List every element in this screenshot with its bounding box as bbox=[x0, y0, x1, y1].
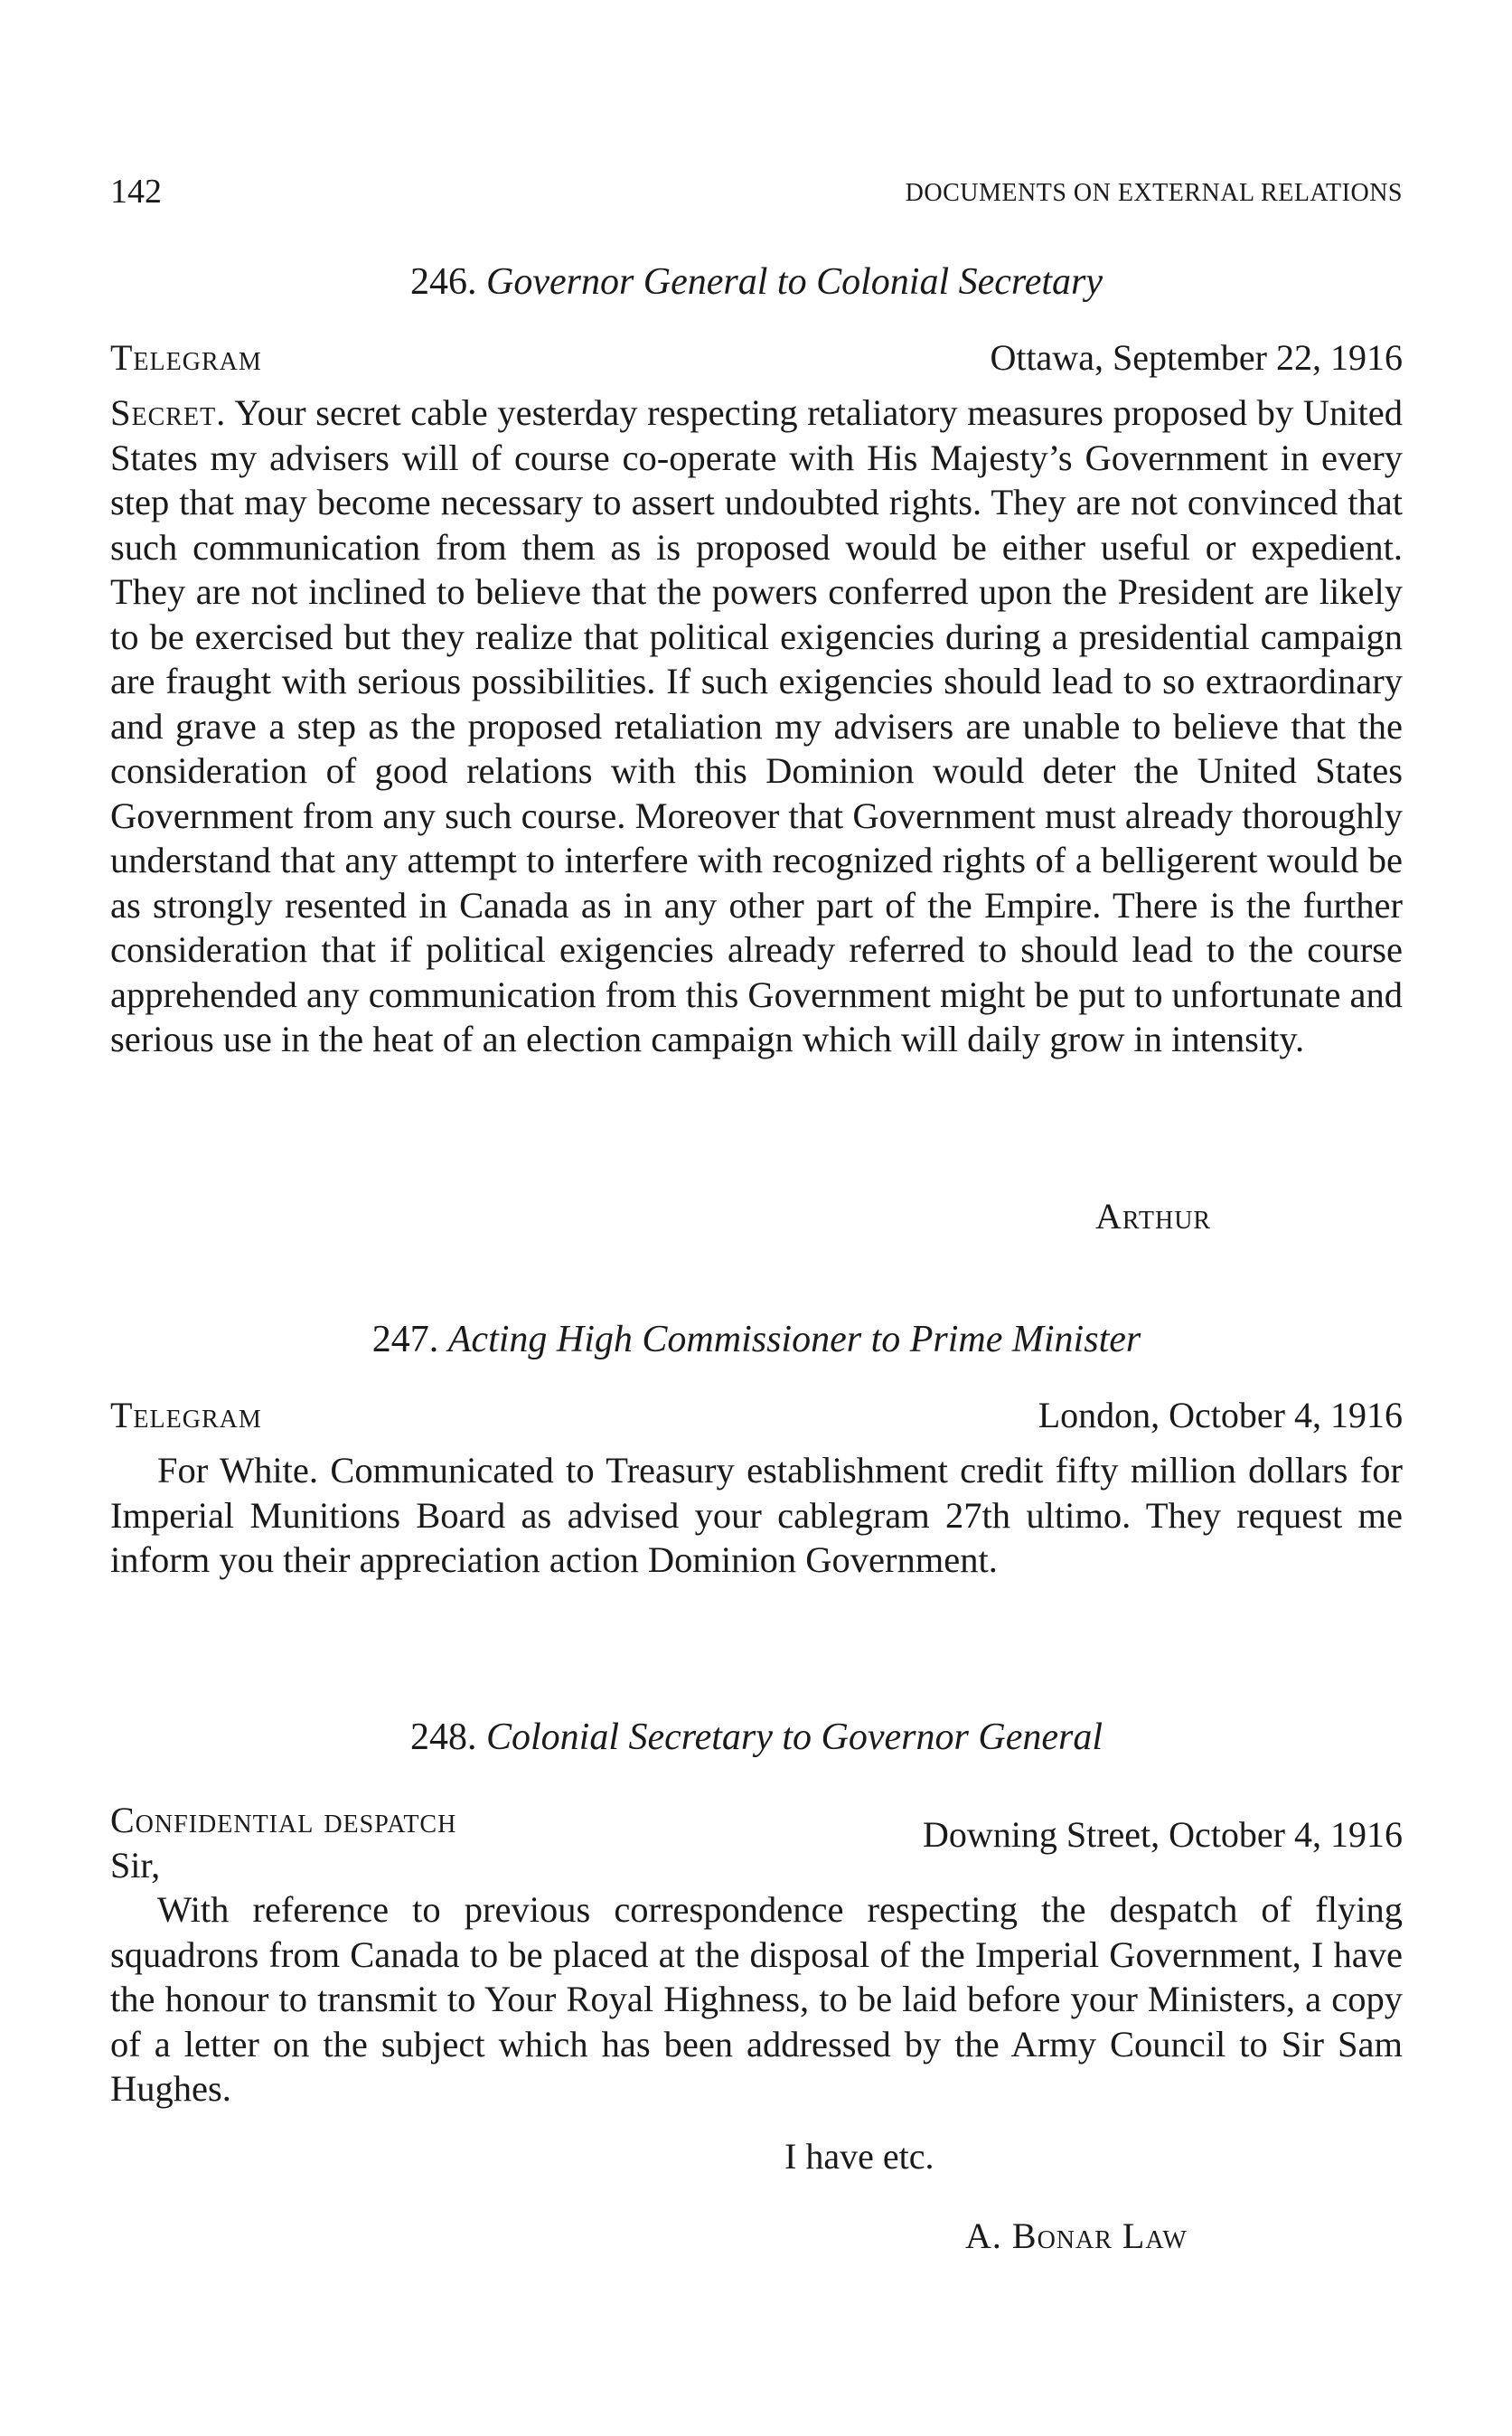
doc-248-title: Colonial Secretary to Governor General bbox=[486, 1716, 1103, 1758]
doc-246-heading bbox=[110, 260, 1403, 304]
doc-248-heading bbox=[110, 1716, 1403, 1759]
doc-247-number: 247. bbox=[371, 1319, 439, 1360]
doc-248-type: Confidential despatch bbox=[110, 1800, 457, 1840]
doc-246-body bbox=[110, 390, 1403, 1062]
doc-246-lead: Secret. bbox=[110, 392, 227, 433]
doc-248-closing: I have etc. bbox=[784, 2136, 934, 2177]
doc-247-heading bbox=[110, 1318, 1403, 1361]
page-number: 142 bbox=[110, 173, 162, 211]
doc-248-dateline: Downing Street, October 4, 1916 bbox=[922, 1814, 1403, 1855]
doc-246-dateline: Ottawa, September 22, 1916 bbox=[990, 337, 1403, 378]
doc-248-salutation: Sir, bbox=[110, 1845, 161, 1886]
running-head bbox=[110, 172, 1403, 217]
doc-246-text: Your secret cable yesterday respecting retaliatory measures proposed by United States my advisers will of course co-operate with His Majesty’s Government in every step that may become necessary to assert undoubted rights. They are not convinced that such communication from them as is proposed would be either useful or expedient. They are not inclined to believe that the powers conferred upon the President are likely to be exercised but they realize that political exigencies during a presidential campaign are fraught with serious possibilities. If such exigencies should lead to so extraordinary and grave a step as the proposed retaliation my advisers are unable to believe that the consideration of good relations with this Dominion would deter the United States Government from any such course. Moreover that Government must already thoroughly understand that any attempt to interfere with recognized rights of a belligerent would be as strongly resented in Canada as in any other part of the Empire. There is the further consideration that if political exigencies already referred to should lead to the course apprehended any communication from this Government might be put to unfortunate and serious use in the heat of an election campaign which will daily grow in intensity. bbox=[110, 392, 1403, 1059]
doc-247-title: Acting High Commissioner to Prime Minister bbox=[447, 1319, 1141, 1360]
doc-246-type: Telegram bbox=[110, 337, 262, 378]
doc-248-signature: A. Bonar Law bbox=[965, 2215, 1188, 2256]
document-page bbox=[110, 0, 1403, 2436]
doc-248-meta bbox=[110, 1799, 1403, 1855]
doc-246-title: Governor General to Colonial Secretary bbox=[486, 261, 1103, 303]
running-title: DOCUMENTS ON EXTERNAL RELATIONS bbox=[905, 179, 1403, 207]
doc-246-signature: Arthur bbox=[1095, 1196, 1212, 1237]
doc-248-number: 248. bbox=[410, 1716, 477, 1758]
doc-246-meta bbox=[110, 336, 1403, 383]
doc-248-body: With reference to previous correspondence respecting the despatch of flying squadrons from Canada to be placed at the disposal of the Imperial Government, I have the honour to transmit to Your Royal Highness, to be laid before your Ministers, a copy of a letter on the subject which has been addressed by the Army Council to Sir Sam Hughes. bbox=[110, 1889, 1403, 2109]
doc-246-number: 246. bbox=[410, 261, 477, 303]
doc-247-type: Telegram bbox=[110, 1395, 262, 1435]
doc-247-meta bbox=[110, 1394, 1403, 1441]
doc-247-dateline: London, October 4, 1916 bbox=[1038, 1395, 1403, 1435]
doc-247-body: For White. Communicated to Treasury establishment credit fifty million dollars for Imperial Munitions Board as advised your cablegram 27th ultimo. They request me inform you their appreciation action Dominion Government. bbox=[110, 1450, 1403, 1580]
